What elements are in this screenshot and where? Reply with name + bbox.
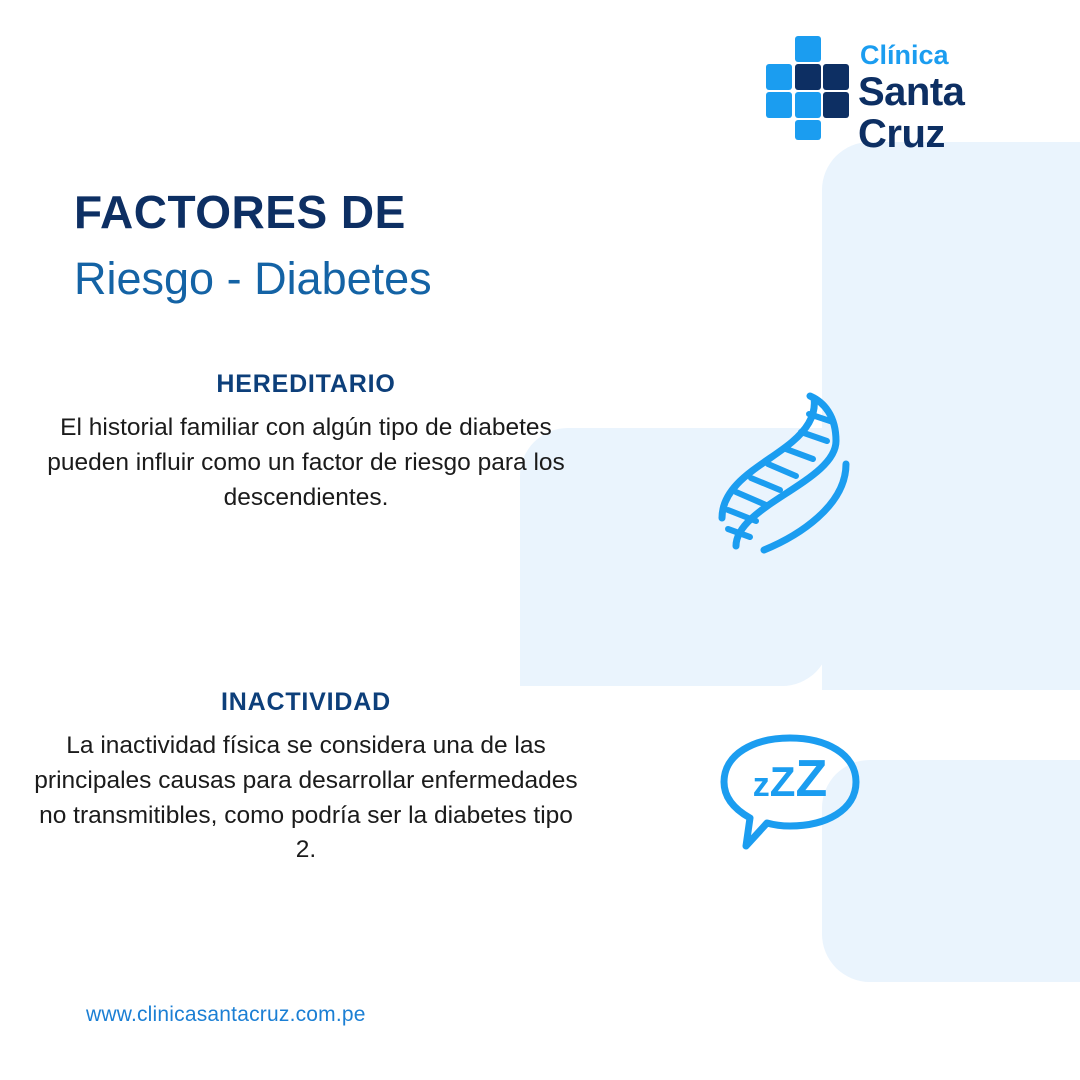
risk-factor-title: INACTIVIDAD: [221, 688, 391, 716]
risk-factor-item-inactividad: [26, 688, 586, 868]
brand-logo-text: [858, 42, 1046, 155]
page-subtitle: Riesgo - Diabetes: [74, 253, 432, 304]
svg-text:zZZ: zZZ: [752, 750, 828, 808]
dna-helix-icon: [706, 386, 866, 556]
brand-logo: [766, 36, 1046, 156]
brand-name-line-2: Santa Cruz: [858, 70, 965, 156]
website-url[interactable]: www.clinicasantacruz.com.pe: [86, 1003, 366, 1026]
risk-factor-description: La inactividad física se considera una de las principales causas para desarrollar enfermedades no transmitibles, como podría ser la diabetes tipo 2.: [34, 732, 578, 864]
page-title: FACTORES DE: [74, 186, 406, 238]
sleep-zzz-speech-bubble-icon: [706, 730, 876, 870]
risk-factor-item-hereditario: [26, 370, 586, 515]
medical-cross-icon: [766, 36, 850, 140]
risk-factor-title: HEREDITARIO: [216, 370, 396, 398]
brand-name-line-1: Clínica: [860, 40, 949, 70]
risk-factor-description: El historial familiar con algún tipo de diabetes pueden influir como un factor de riesgo para los descendientes.: [47, 414, 565, 511]
